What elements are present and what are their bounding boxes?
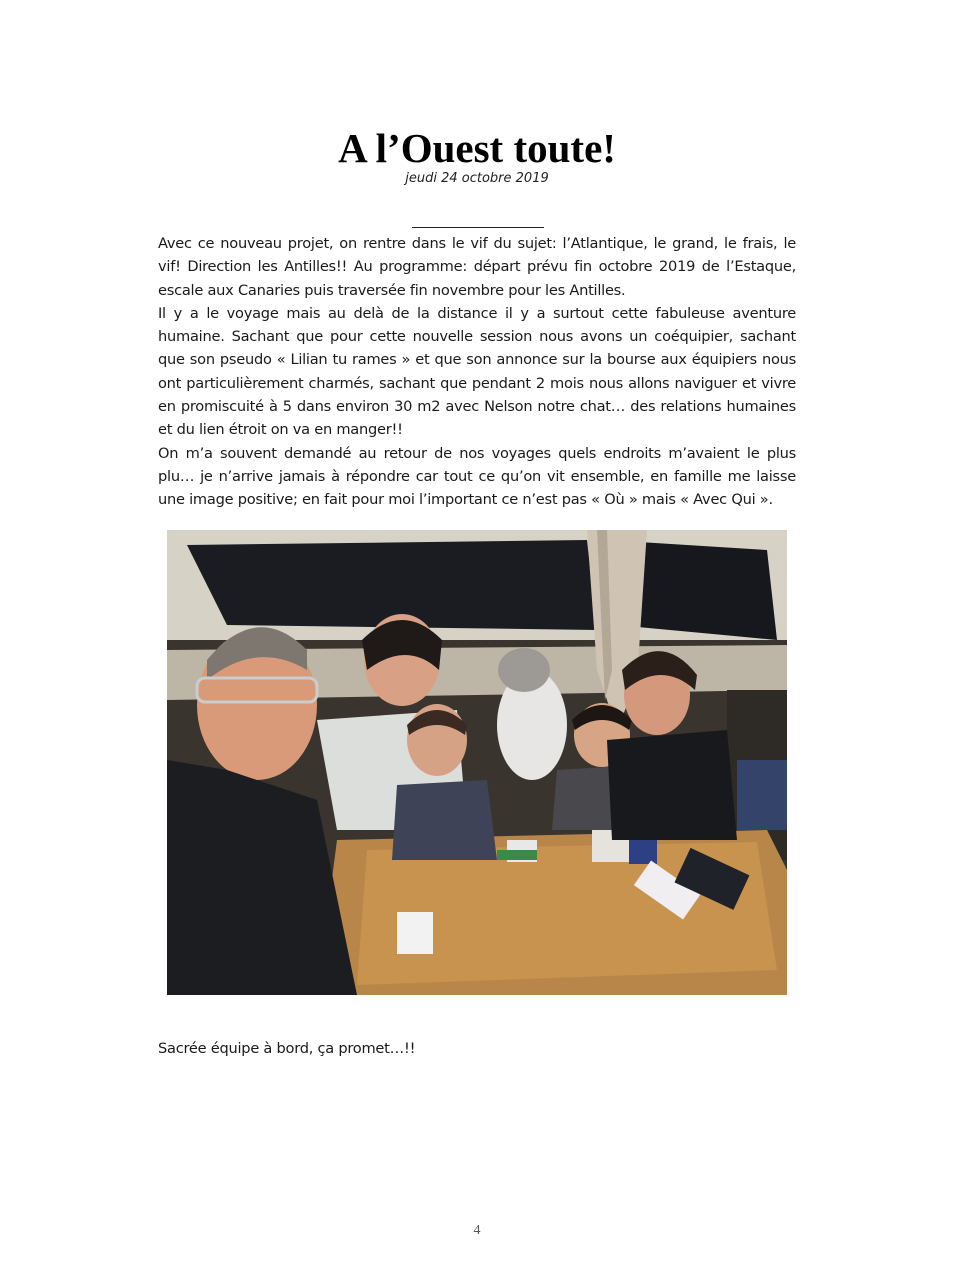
paragraph-2: Il y a le voyage mais au delà de la distance il y a surtout cette fabuleuse aventure humaine. Sachant que pour cette nouvelle session nous avons un coéquipier, sachant que son pseudo « Lilian tu rames » et que son annonce sur la bourse aux équipiers nous ont particulièrement charmés, sachant que pendant 2 mois nous allons naviguer et vivre en promiscuité à 5 dans environ 30 m2 avec Nelson notre chat… des relations humaines et du lien étroit on va en manger!! xyxy=(158,304,796,439)
page-number: 4 xyxy=(473,1223,481,1238)
article-title: A l’Ouest toute! xyxy=(338,125,616,171)
article-date: jeudi 24 octobre 2019 xyxy=(405,171,549,186)
paragraph-3: On m’a souvent demandé au retour de nos voyages quels endroits m’avaient le plus plu… je n’arrive jamais à répondre car tout ce qu’on vit ensemble, en famille me laisse une image positive; en fait pour moi l’important ce n’est pas « Où » mais « Avec Qui ». xyxy=(158,444,796,509)
photo-caption: Sacrée équipe à bord, ça promet…!! xyxy=(158,1040,416,1057)
article-body xyxy=(158,232,796,512)
paragraph-1: Avec ce nouveau projet, on rentre dans le vif du sujet: l’Atlantique, le grand, le frais, le vif! Direction les Antilles!! Au programme: départ prévu fin octobre 2019 de l’Estaque, escale aux Canaries puis traversée fin novembre pour les Antilles. xyxy=(158,235,796,299)
group-photo xyxy=(167,530,787,995)
title-divider xyxy=(412,227,544,228)
